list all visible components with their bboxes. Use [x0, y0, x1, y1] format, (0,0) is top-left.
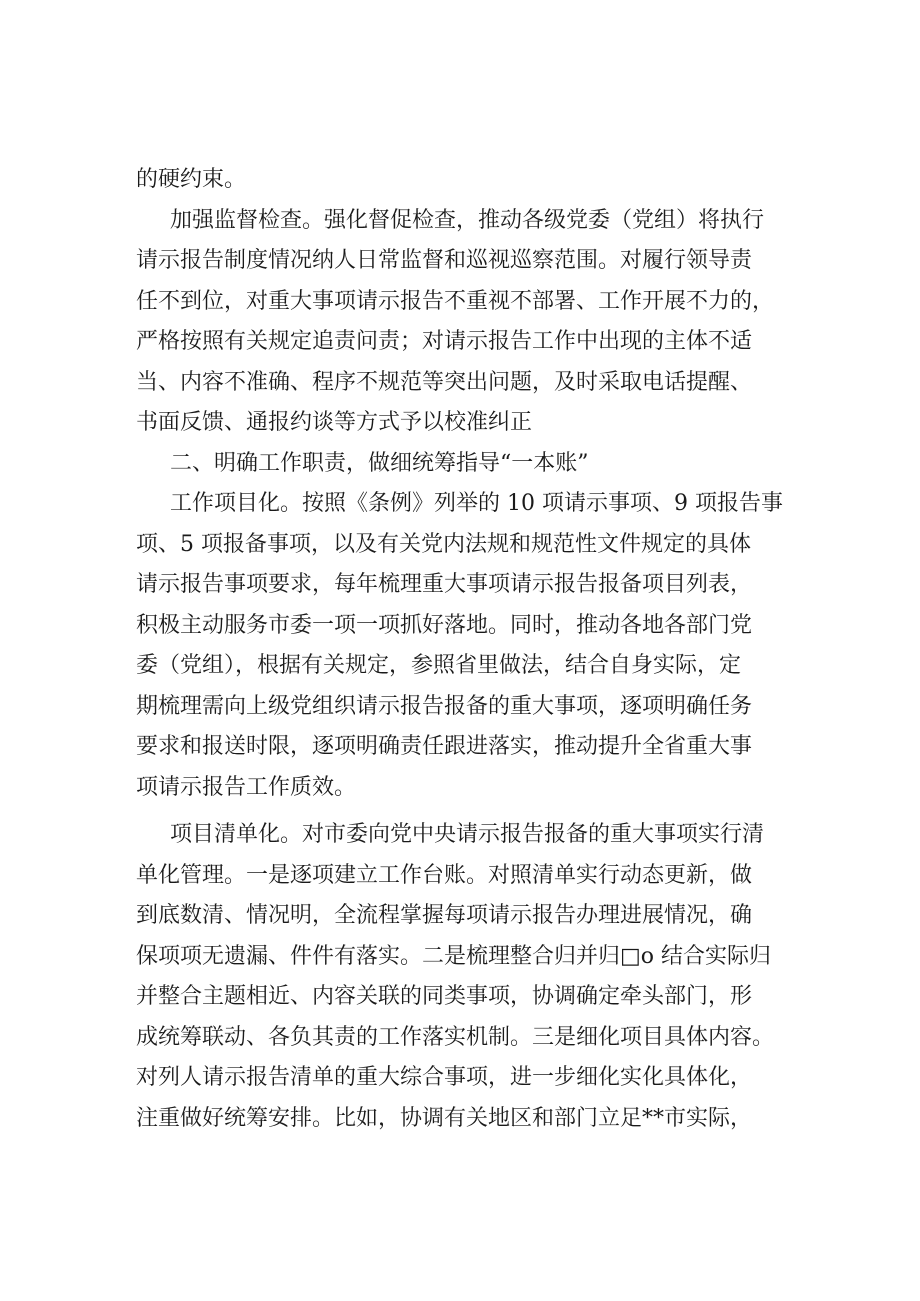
text-line: 并整合主题相近、内容关联的同类事项，协调确定牵头部门，形 — [136, 984, 753, 1009]
text-line: 积极主动服务市委一项一项抓好落地。同时，推动各地各部门党 — [136, 612, 753, 638]
paragraph-start-line: 项目清单化。对市委向党中央请示报告报备的重大事项实行清 — [170, 822, 765, 847]
text-line: 对列人请示报告清单的重大综合事项，进一步细化实化具体化， — [136, 1065, 753, 1090]
text-line: 要求和报送时限，逐项明确责任跟进落实，推动提升全省重大事 — [136, 734, 753, 759]
text-line: 请示报告制度情况纳人日常监督和巡视巡察范围。对履行领导责 — [136, 248, 753, 273]
text-line: 期梳理需向上级党组织请示报告报备的重大事项，逐项明确任务 — [136, 693, 753, 719]
text-line: 当、内容不准确、程序不规范等突出问题，及时采取电话提醒、 — [136, 369, 753, 395]
text-line: 单化管理。一是逐项建立工作台账。对照清单实行动态更新，做 — [136, 862, 753, 888]
text-line: 委（党组），根据有关规定，参照省里做法，结合自身实际，定 — [136, 653, 742, 678]
text-line: 保项项无遗漏、件件有落实。二是梳理整合归并归□o 结合实际归 — [136, 943, 772, 969]
paragraph-start-line: 加强监督检查。强化督促检查，推动各级党委（党组）将执行 — [170, 207, 765, 233]
document-body — [136, 160, 801, 1139]
text-line: 请示报告事项要求，每年梳理重大事项请示报告报备项目列表， — [136, 572, 753, 597]
text-line: 到底数清、情况明，全流程掌握每项请示报告办理进展情况，确 — [136, 903, 753, 928]
section-heading: 二、明确工作职责，做细统筹指导“一本账” — [170, 450, 589, 476]
text-line: 书面反馈、通报约谈等方式予以校准纠正 — [136, 410, 533, 435]
text-line: 注重做好统筹安排。比如，协调有关地区和部门立足**市实际， — [136, 1105, 753, 1131]
paragraph-start-line: 工作项目化。按照《条例》列举的 10 项请示事项、9 项报告事 — [170, 491, 783, 516]
text-line: 项、5 项报备事项，以及有关党内法规和规范性文件规定的具体 — [136, 531, 751, 557]
text-line: 成统筹联动、各负其责的工作落实机制。三是细化项目具体内容。 — [136, 1024, 775, 1050]
text-line: 的硬约束。 — [136, 167, 247, 192]
text-line: 任不到位，对重大事项请示报告不重视不部署、工作开展不力的， — [136, 288, 775, 314]
text-line: 项请示报告工作质效。 — [136, 774, 357, 800]
text-line: 严格按照有关规定追责问责；对请示报告工作中出现的主体不适 — [136, 329, 753, 354]
